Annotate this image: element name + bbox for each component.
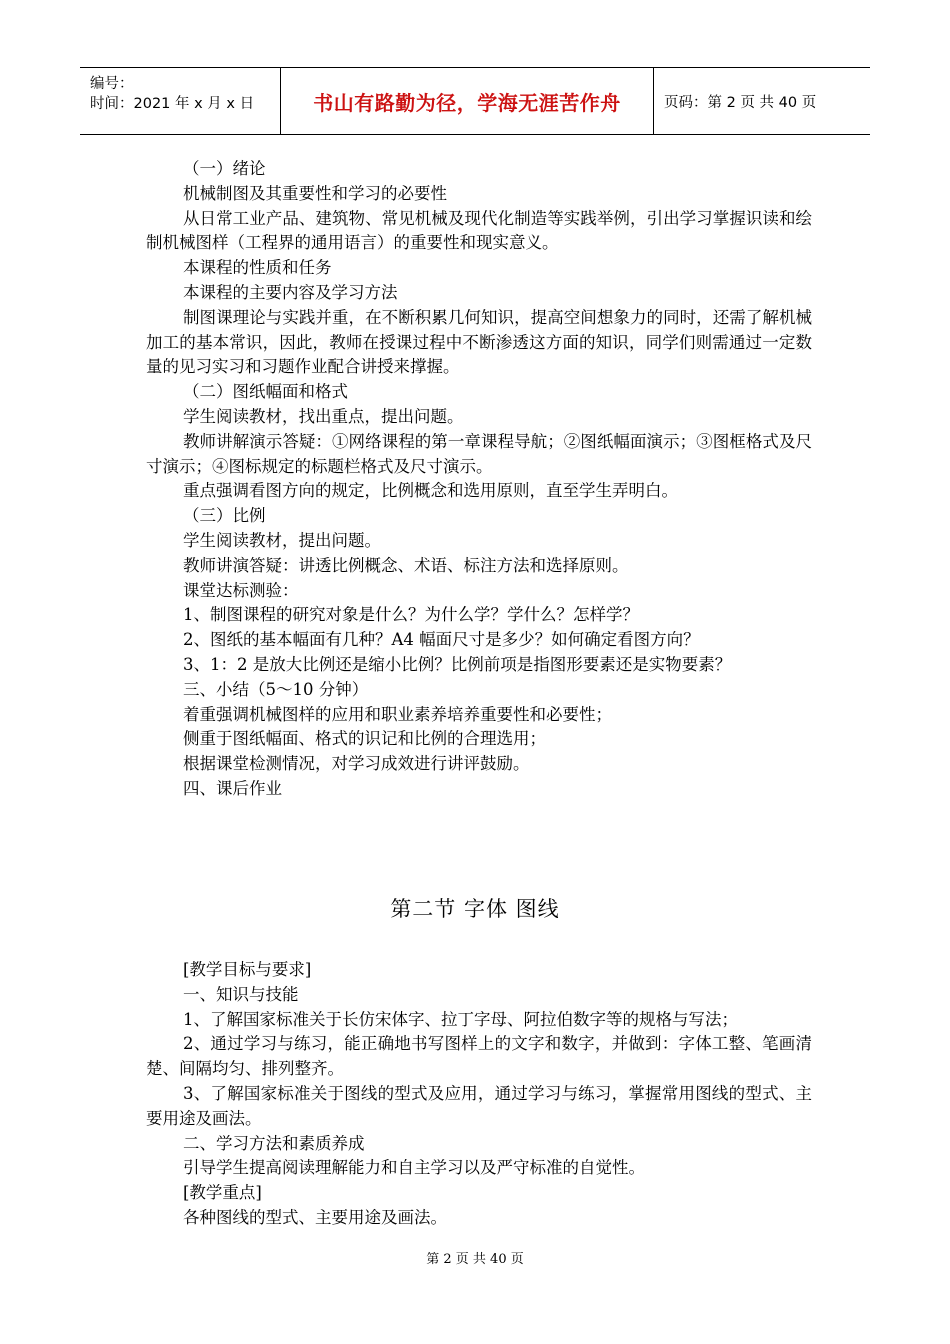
header-motto: 书山有路勤为径，学海无涯苦作舟 bbox=[281, 68, 654, 134]
paragraph: （三）比例 bbox=[183, 506, 266, 526]
paragraph: 2、通过学习与练习，能正确地书写图样上的文字和数字，并做到：字体工整、笔画清楚、间隔均匀、排列整齐。 bbox=[146, 1034, 812, 1079]
section-two-body bbox=[146, 958, 812, 1231]
paragraph: 1、制图课程的研究对象是什么？为什么学？学什么？怎样学？ bbox=[183, 605, 639, 625]
document-date: 时间：2021 年 x 月 x 日 bbox=[90, 96, 255, 112]
paragraph: （二）图纸幅面和格式 bbox=[183, 382, 348, 402]
paragraph: [教学重点] bbox=[183, 1183, 262, 1203]
paragraph: 着重强调机械图样的应用和职业素养培养重要性和必要性； bbox=[183, 704, 612, 724]
header-page-info: 页码：第 2 页 共 40 页 bbox=[664, 94, 817, 111]
paragraph: 重点强调看图方向的规定，比例概念和选用原则，直至学生弄明白。 bbox=[183, 481, 678, 501]
page-footer: 第 2 页 共 40 页 bbox=[426, 1252, 524, 1267]
paragraph: 三、小结（5～10 分钟） bbox=[183, 679, 369, 699]
paragraph: 机械制图及其重要性和学习的必要性 bbox=[183, 183, 447, 203]
paragraph: 3、1：2 是放大比例还是缩小比例？比例前项是指图形要素还是实物要素？ bbox=[183, 654, 732, 674]
paragraph: （一）绪论 bbox=[183, 159, 266, 178]
paragraph: 学生阅读教材，提出问题。 bbox=[183, 530, 381, 550]
header-meta-cell bbox=[80, 68, 281, 134]
paragraph: [教学目标与要求] bbox=[183, 960, 312, 979]
header-table bbox=[80, 67, 870, 135]
paragraph: 二、学习方法和素质养成 bbox=[183, 1133, 365, 1153]
paragraph: 制图课理论与实践并重，在不断积累几何知识，提高空间想象力的同时，还需了解机械加工的基本常识，因此，教师在授课过程中不断渗透这方面的知识，同学们则需通过一定数量的见习实习和习题作业配合讲授来撑握。 bbox=[146, 307, 812, 377]
paragraph: 1、了解国家标准关于长仿宋体字、拉丁字母、阿拉伯数字等的规格与写法； bbox=[183, 1009, 738, 1029]
paragraph: 学生阅读教材，找出重点，提出问题。 bbox=[183, 406, 464, 426]
paragraph: 3、了解国家标准关于图线的型式及应用，通过学习与练习，掌握常用图线的型式、主要用途及画法。 bbox=[146, 1083, 812, 1128]
paragraph: 从日常工业产品、建筑物、常见机械及现代化制造等实践举例，引出学习掌握识读和绘制机械图样（工程界的通用语言）的重要性和现实意义。 bbox=[146, 208, 812, 253]
paragraph: 课堂达标测验： bbox=[183, 580, 299, 600]
document-number-label: 编号： bbox=[90, 76, 134, 92]
paragraph: 四、课后作业 bbox=[183, 778, 282, 798]
section-title: 第二节 字体 图线 bbox=[390, 897, 560, 921]
paragraph: 本课程的主要内容及学习方法 bbox=[183, 282, 398, 302]
paragraph: 一、知识与技能 bbox=[183, 984, 299, 1004]
paragraph: 侧重于图纸幅面、格式的识记和比例的合理选用； bbox=[183, 729, 546, 749]
paragraph: 本课程的性质和任务 bbox=[183, 258, 332, 278]
paragraph: 引导学生提高阅读理解能力和自主学习以及严守标准的自觉性。 bbox=[183, 1158, 645, 1178]
paragraph: 2、图纸的基本幅面有几种？A4 幅面尺寸是多少？如何确定看图方向？ bbox=[183, 630, 700, 650]
section-one-body bbox=[146, 157, 812, 802]
paragraph: 教师讲解演示答疑：①网络课程的第一章课程导航；②图纸幅面演示；③图框格式及尺寸演示；④图标规定的标题栏格式及尺寸演示。 bbox=[146, 431, 812, 476]
paragraph: 各种图线的型式、主要用途及画法。 bbox=[183, 1207, 447, 1227]
paragraph: 根据课堂检测情况，对学习成效进行讲评鼓励。 bbox=[183, 754, 530, 774]
paragraph: 教师讲演答疑：讲透比例概念、术语、标注方法和选择原则。 bbox=[183, 555, 629, 575]
